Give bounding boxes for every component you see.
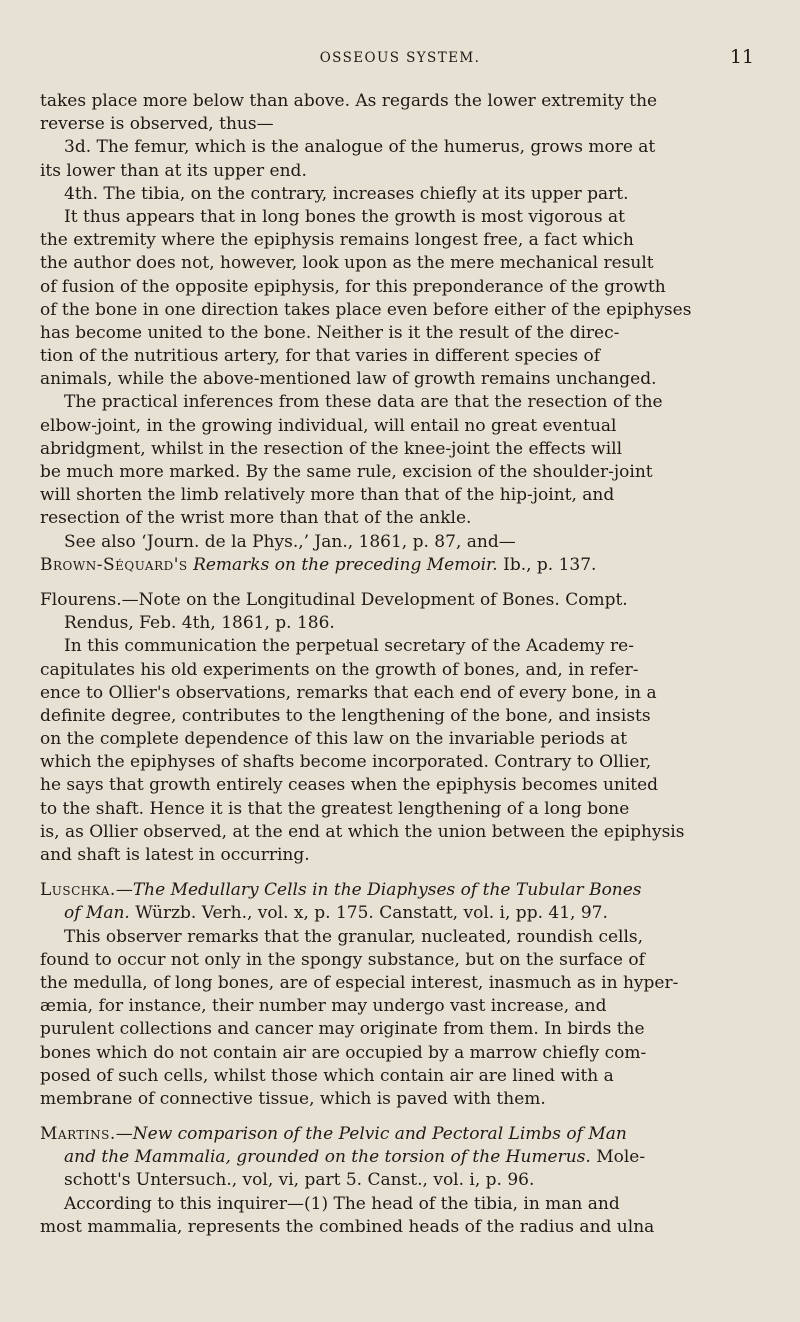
text-line: takes place more below than above. As regards the lower extremity the	[40, 91, 658, 111]
text-line: the extremity where the epiphysis remains longest free, a fact which	[40, 230, 634, 251]
text-line: tion of the nutritious artery, for that varies in different species of	[40, 346, 600, 367]
text-line: is, as Ollier observed, at the end at which the union between the epiphysis	[40, 821, 685, 842]
citation-dash: —	[115, 1124, 133, 1145]
citation-ref: Würzb. Verh., vol. x, p. 175. Canstatt, vol. i, pp. 41, 97.	[129, 903, 608, 924]
text-line: reverse is observed, thus—	[40, 114, 274, 135]
text-line: he says that growth entirely ceases when the epiphysis becomes united	[40, 775, 659, 796]
text-line: the author does not, however, look upon as the mere mechanical result	[40, 253, 654, 274]
text-line: to the shaft. Hence it is that the greatest lengthening of a long bone	[40, 798, 630, 819]
citation-title: Remarks on the preceding Memoir.	[193, 554, 498, 575]
text-line: be much more marked. By the same rule, excision of the shoulder-joint	[40, 462, 653, 482]
citation-title-cont: of Man.	[64, 903, 130, 924]
text-line: Flourens.—Note on the Longitudinal Development of Bones. Compt.	[40, 589, 628, 610]
citation-ref: Ib., p. 137.	[497, 554, 597, 575]
citation-author: Martins.	[40, 1124, 116, 1145]
citation-luschka	[40, 879, 760, 902]
text-line: membrane of connective tissue, which is paved with them.	[40, 1088, 546, 1109]
text-line: bones which do not contain air are occupied by a marrow chiefly com-	[40, 1042, 647, 1063]
text-line: capitulates his old experiments on the growth of bones, and, in refer-	[40, 659, 639, 680]
citation-martins-ref2: schott's Untersuch., vol, vi, part 5. Canst., vol. i, p. 96.	[64, 1170, 535, 1191]
text-line: will shorten the limb relatively more than that of the hip-joint, and	[40, 485, 615, 506]
text-line: which the epiphyses of shafts become incorporated. Contrary to Ollier,	[40, 752, 652, 773]
text-line: of the bone in one direction takes place even before either of the epiphyses	[40, 299, 692, 320]
text-line: its lower than at its upper end.	[40, 160, 307, 181]
citation-luschka-cont	[40, 902, 760, 925]
text-line: This observer remarks that the granular, nucleated, roundish cells,	[64, 926, 644, 947]
paragraph-growth	[40, 90, 760, 577]
text-line: and shaft is latest in occurring.	[40, 845, 310, 865]
citation-title: The Medullary Cells in the Diaphyses of the Tubular Bones	[132, 880, 642, 901]
text-line: found to occur not only in the spongy substance, but on the surface of	[40, 949, 645, 970]
text-line: 4th. The tibia, on the contrary, increases chiefly at its upper part.	[64, 183, 629, 204]
body-text	[40, 90, 760, 1239]
page-header	[40, 42, 760, 72]
text-line: elbow-joint, in the growing individual, will entail no great eventual	[40, 415, 617, 436]
text-line: posed of such cells, whilst those which contain air are lined with a	[40, 1065, 614, 1086]
text-line: animals, while the above-mentioned law of growth remains unchanged.	[40, 369, 657, 390]
text-line: purulent collections and cancer may originate from them. In birds the	[40, 1019, 645, 1040]
page-number: 11	[729, 46, 754, 68]
text-line: has become united to the bone. Neither is it the result of the direc-	[40, 322, 620, 343]
text-line: See also ‘Journ. de la Phys.,’ Jan., 1861, p. 87, and—	[64, 531, 516, 552]
text-line: most mammalia, represents the combined heads of the radius and ulna	[40, 1216, 655, 1237]
citation-title-cont: and the Mammalia, grounded on the torsion of the Humerus.	[64, 1147, 591, 1168]
text-line: resection of the wrist more than that of the ankle.	[40, 508, 472, 529]
entry-luschka	[40, 879, 760, 1111]
text-line: definite degree, contributes to the lengthening of the bone, and insists	[40, 705, 651, 726]
text-line: 3d. The femur, which is the analogue of the humerus, grows more at	[64, 137, 656, 158]
text-line: the medulla, of long bones, are of especial interest, inasmuch as in hyper-	[40, 972, 679, 993]
entry-flourens	[40, 589, 760, 867]
citation-martins-cont	[40, 1146, 760, 1169]
text-line: æmia, for instance, their number may undergo vast increase, and	[40, 996, 607, 1017]
text-line: It thus appears that in long bones the growth is most vigorous at	[64, 206, 625, 227]
text-line: The practical inferences from these data are that the resection of the	[64, 392, 663, 413]
running-title: OSSEOUS SYSTEM.	[319, 50, 481, 66]
citation-title: New comparison of the Pelvic and Pectoral Limbs of Man	[132, 1124, 627, 1145]
text-line: on the complete dependence of this law on the invariable periods at	[40, 729, 628, 750]
citation-author: Brown-Séquard's	[40, 554, 188, 575]
citation-dash: —	[115, 880, 133, 901]
text-line: of fusion of the opposite epiphysis, for this preponderance of the growth	[40, 276, 666, 297]
citation-ref: Mole-	[590, 1147, 646, 1168]
entry-martins	[40, 1123, 760, 1239]
text-line: According to this inquirer—(1) The head of the tibia, in man and	[64, 1193, 620, 1214]
text-line: abridgment, whilst in the resection of the knee-joint the effects will	[40, 438, 623, 459]
citation-martins	[40, 1123, 760, 1146]
citation-author: Luschka.	[40, 880, 116, 901]
text-line: In this communication the perpetual secretary of the Academy re-	[64, 636, 634, 657]
text-line: ence to Ollier's observations, remarks that each end of every bone, in a	[40, 682, 657, 703]
text-line: Rendus, Feb. 4th, 1861, p. 186.	[64, 613, 335, 634]
citation-brown-sequard	[40, 554, 760, 577]
